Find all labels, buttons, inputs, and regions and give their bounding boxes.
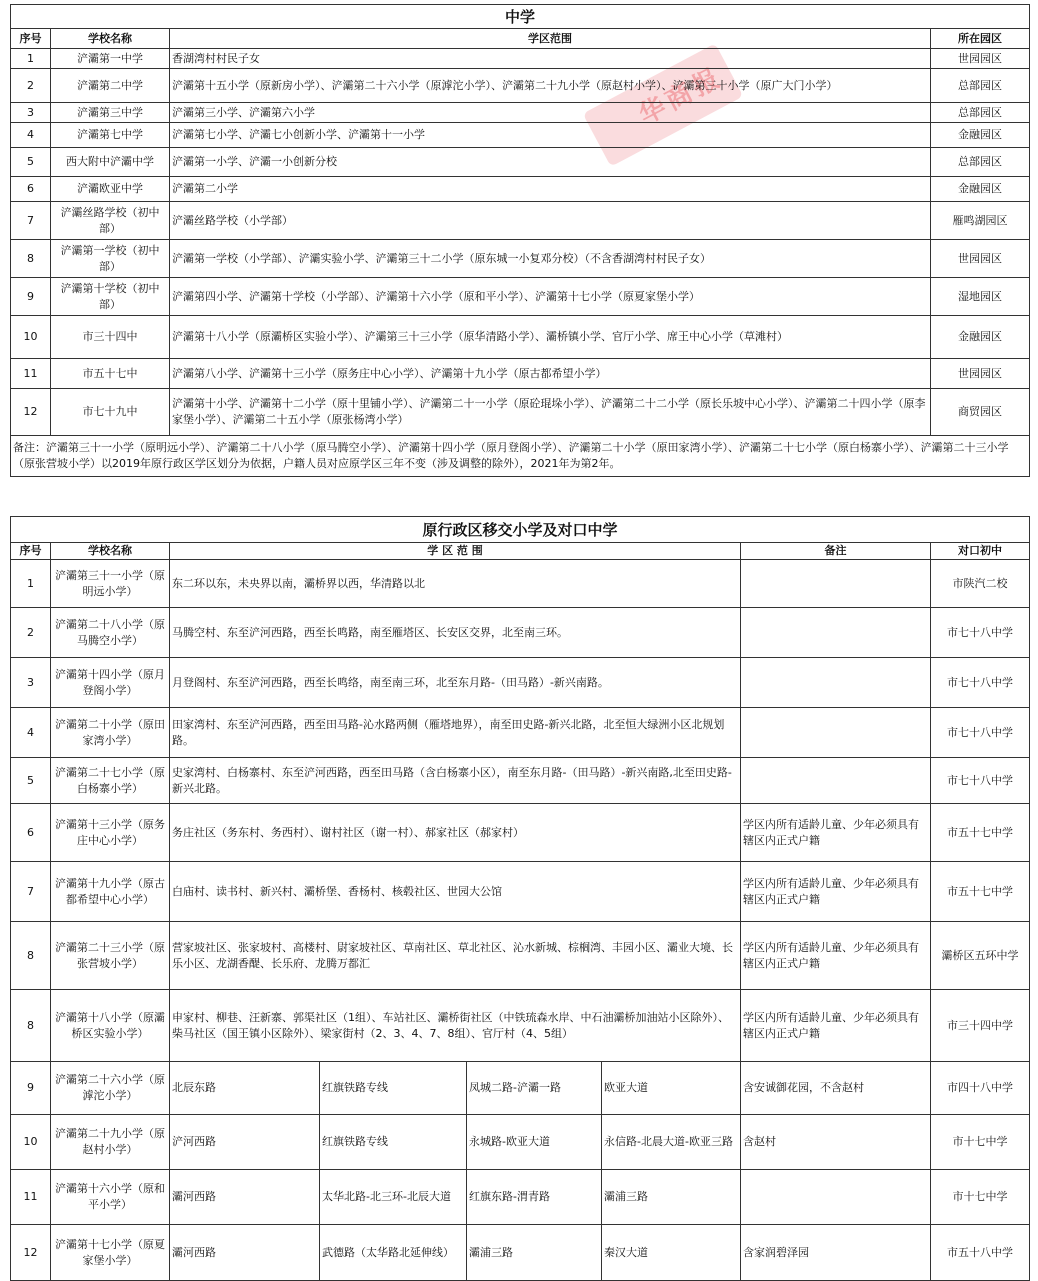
remark: 含赵村 <box>741 1115 931 1170</box>
table-row <box>11 1062 1030 1115</box>
header-school: 学校名称 <box>51 29 170 49</box>
range-boundary-1: 浐河西路 <box>170 1115 320 1170</box>
target-middle-school: 市十七中学 <box>931 1115 1030 1170</box>
header-remark: 备注 <box>741 543 931 560</box>
school-name: 浐灞第十六小学（原和平小学） <box>51 1170 170 1225</box>
row-number: 11 <box>11 1170 51 1225</box>
remark <box>741 658 931 708</box>
school-name: 浐灞第二十七小学（原白杨寨小学） <box>51 758 170 804</box>
park-name: 世园园区 <box>931 49 1030 69</box>
target-middle-school: 市七十八中学 <box>931 758 1030 804</box>
school-name: 浐灞第七中学 <box>51 123 170 148</box>
range-boundary-1: 北辰东路 <box>170 1062 320 1115</box>
park-name: 雁鸣湖园区 <box>931 202 1030 240</box>
district-range: 月登阁村、东至浐河西路，西至长鸣络，南至南三环，北至东月路-（田马路）-新兴南路。 <box>170 658 741 708</box>
school-name: 浐灞丝路学校（初中部） <box>51 202 170 240</box>
table-row <box>11 359 1030 389</box>
district-range: 浐灞第八小学、浐灞第十三小学（原务庄中心小学）、浐灞第十九小学（原古都希望小学） <box>170 359 931 389</box>
range-boundary-4: 秦汉大道 <box>602 1225 741 1281</box>
range-boundary-4: 永信路-北晨大道-欧亚三路 <box>602 1115 741 1170</box>
remark: 含安诚御花园，不含赵村 <box>741 1062 931 1115</box>
district-range: 东二环以东，未央界以南，灞桥界以西，华清路以北 <box>170 560 741 608</box>
row-number: 5 <box>11 758 51 804</box>
row-number: 2 <box>11 608 51 658</box>
table-row <box>11 49 1030 69</box>
row-number: 4 <box>11 708 51 758</box>
remark: 学区内所有适龄儿童、少年必须具有辖区内正式户籍 <box>741 922 931 990</box>
row-number: 7 <box>11 862 51 922</box>
target-middle-school: 市十七中学 <box>931 1170 1030 1225</box>
row-number: 4 <box>11 123 51 148</box>
district-range: 浐灞第一小学、浐灞一小创新分校 <box>170 148 931 177</box>
header-school: 学校名称 <box>51 543 170 560</box>
range-boundary-3: 红旗东路-渭青路 <box>467 1170 602 1225</box>
school-name: 浐灞第二十三小学（原张营坡小学） <box>51 922 170 990</box>
row-number: 7 <box>11 202 51 240</box>
target-middle-school: 市陕汽二校 <box>931 560 1030 608</box>
row-number: 9 <box>11 1062 51 1115</box>
district-range: 浐灞第二小学 <box>170 177 931 202</box>
row-number: 3 <box>11 103 51 123</box>
table-row <box>11 148 1030 177</box>
district-range: 务庄社区（务东村、务西村）、谢村社区（谢一村）、郝家社区（郝家村） <box>170 804 741 862</box>
header-range: 学区范围 <box>170 29 931 49</box>
table-row <box>11 316 1030 359</box>
table-row <box>11 69 1030 103</box>
range-boundary-2: 武德路（太华路北延伸线） <box>320 1225 467 1281</box>
table-row <box>11 278 1030 316</box>
school-name: 浐灞第一中学 <box>51 49 170 69</box>
target-middle-school: 市七十八中学 <box>931 708 1030 758</box>
table-row <box>11 990 1030 1062</box>
row-number: 8 <box>11 990 51 1062</box>
range-boundary-2: 红旗铁路专线 <box>320 1115 467 1170</box>
table-row <box>11 123 1030 148</box>
row-number: 10 <box>11 1115 51 1170</box>
target-middle-school: 市五十八中学 <box>931 1225 1030 1281</box>
school-name: 浐灞欧亚中学 <box>51 177 170 202</box>
table-row <box>11 804 1030 862</box>
row-number: 2 <box>11 69 51 103</box>
park-name: 金融园区 <box>931 123 1030 148</box>
school-name: 浐灞第三中学 <box>51 103 170 123</box>
school-name: 西大附中浐灞中学 <box>51 148 170 177</box>
row-number: 6 <box>11 177 51 202</box>
district-range: 马腾空村、东至浐河西路，西至长鸣路，南至雁塔区、长安区交界，北至南三环。 <box>170 608 741 658</box>
row-number: 9 <box>11 278 51 316</box>
school-name: 浐灞第二中学 <box>51 69 170 103</box>
district-range: 浐灞第一学校（小学部）、浐灞实验小学、浐灞第三十二小学（原东城一小复邓分校）（不含香湖湾村村民子女） <box>170 240 931 278</box>
table-row <box>11 177 1030 202</box>
range-boundary-4: 欧亚大道 <box>602 1062 741 1115</box>
district-range: 田家湾村、东至浐河西路，西至田马路-沁水路两侧（雁塔地界），南至田史路-新兴北路，北至恒大绿洲小区北规划路。 <box>170 708 741 758</box>
park-name: 湿地园区 <box>931 278 1030 316</box>
range-boundary-3: 灞浦三路 <box>467 1225 602 1281</box>
remark: 学区内所有适龄儿童、少年必须具有辖区内正式户籍 <box>741 804 931 862</box>
transfer-school-table <box>10 516 1030 1281</box>
school-name: 市三十四中 <box>51 316 170 359</box>
remark <box>741 708 931 758</box>
park-name: 商贸园区 <box>931 389 1030 436</box>
district-range: 浐灞第十小学、浐灞第十二小学（原十里铺小学）、浐灞第二十一小学（原砼琨垛小学）、浐灞第二十二小学（原长乐坡中心小学）、浐灞第二十四小学（原李家堡小学）、浐灞第二十五小学（原张杨湾小学） <box>170 389 931 436</box>
table-row <box>11 560 1030 608</box>
range-boundary-4: 灞浦三路 <box>602 1170 741 1225</box>
table1-note: 备注：浐灞第三十一小学（原明远小学）、浐灞第二十八小学（原马腾空小学）、浐灞第十四小学（原月登阁小学）、浐灞第二十小学（原田家湾小学）、浐灞第二十七小学（原白杨寨小学）、浐灞第二十三小学（原张营坡小学）以2019年原行政区学区划分为依据，户籍人员对应原学区三年不变（涉及调整的除外），2021年为第2年。 <box>11 436 1030 477</box>
district-range: 申家村、柳巷、汪新寨、郭渠社区（1组）、车站社区、灞桥街社区（中铁琉森水岸、中石油灞桥加油站小区除外）、柴马社区（国王镇小区除外）、梁家街村（2、3、4、7、8组）、官厅村（4、5组） <box>170 990 741 1062</box>
table-row <box>11 608 1030 658</box>
school-name: 市七十九中 <box>51 389 170 436</box>
row-number: 8 <box>11 922 51 990</box>
range-boundary-1: 灞河西路 <box>170 1170 320 1225</box>
table-row <box>11 202 1030 240</box>
table-row <box>11 922 1030 990</box>
district-range: 营家坡社区、张家坡村、高楼村、尉家坡社区、草南社区、草北社区、沁水新城、棕榈湾、丰园小区、灞业大境、长乐小区、龙湖香醍、长乐府、龙腾万都汇 <box>170 922 741 990</box>
table-row <box>11 658 1030 708</box>
remark: 学区内所有适龄儿童、少年必须具有辖区内正式户籍 <box>741 990 931 1062</box>
range-boundary-3: 凤城二路-浐灞一路 <box>467 1062 602 1115</box>
target-middle-school: 市七十八中学 <box>931 658 1030 708</box>
district-range: 浐灞第七小学、浐灞七小创新小学、浐灞第十一小学 <box>170 123 931 148</box>
park-name: 世园园区 <box>931 240 1030 278</box>
target-middle-school: 市五十七中学 <box>931 804 1030 862</box>
header-middle: 对口初中 <box>931 543 1030 560</box>
row-number: 12 <box>11 389 51 436</box>
table-row <box>11 389 1030 436</box>
header-no: 序号 <box>11 29 51 49</box>
park-name: 金融园区 <box>931 177 1030 202</box>
remark <box>741 608 931 658</box>
range-boundary-1: 灞河西路 <box>170 1225 320 1281</box>
row-number: 10 <box>11 316 51 359</box>
park-name: 总部园区 <box>931 69 1030 103</box>
header-range: 学 区 范 围 <box>170 543 741 560</box>
park-name: 总部园区 <box>931 148 1030 177</box>
district-range: 白庙村、读书村、新兴村、灞桥堡、香杨村、核毂社区、世园大公馆 <box>170 862 741 922</box>
row-number: 11 <box>11 359 51 389</box>
range-boundary-3: 永城路-欧亚大道 <box>467 1115 602 1170</box>
remark <box>741 560 931 608</box>
table-row <box>11 708 1030 758</box>
school-name: 市五十七中 <box>51 359 170 389</box>
table-row <box>11 1170 1030 1225</box>
header-park: 所在园区 <box>931 29 1030 49</box>
header-no: 序号 <box>11 543 51 560</box>
school-name: 浐灞第三十一小学（原明远小学） <box>51 560 170 608</box>
district-range: 浐灞第十八小学（原灞桥区实验小学）、浐灞第三十三小学（原华清路小学）、灞桥镇小学、官厅小学、席王中心小学（草滩村） <box>170 316 931 359</box>
school-name: 浐灞第二十八小学（原马腾空小学） <box>51 608 170 658</box>
school-name: 浐灞第十四小学（原月登阁小学） <box>51 658 170 708</box>
row-number: 8 <box>11 240 51 278</box>
table-row <box>11 240 1030 278</box>
district-range: 浐灞丝路学校（小学部） <box>170 202 931 240</box>
row-number: 1 <box>11 560 51 608</box>
target-middle-school: 市七十八中学 <box>931 608 1030 658</box>
row-number: 5 <box>11 148 51 177</box>
table-row <box>11 862 1030 922</box>
range-boundary-2: 红旗铁路专线 <box>320 1062 467 1115</box>
school-name: 浐灞第十学校（初中部） <box>51 278 170 316</box>
target-middle-school: 市四十八中学 <box>931 1062 1030 1115</box>
row-number: 6 <box>11 804 51 862</box>
target-middle-school: 市五十七中学 <box>931 862 1030 922</box>
target-middle-school: 灞桥区五环中学 <box>931 922 1030 990</box>
school-name: 浐灞第十八小学（原灞桥区实验小学） <box>51 990 170 1062</box>
school-name: 浐灞第十三小学（原务庄中心小学） <box>51 804 170 862</box>
table1-title: 中学 <box>11 5 1030 29</box>
school-name: 浐灞第十七小学（原夏家堡小学） <box>51 1225 170 1281</box>
remark: 含家润碧泽园 <box>741 1225 931 1281</box>
row-number: 1 <box>11 49 51 69</box>
district-range: 浐灞第三小学、浐灞第六小学 <box>170 103 931 123</box>
school-name: 浐灞第十九小学（原古都希望中心小学） <box>51 862 170 922</box>
target-middle-school: 市三十四中学 <box>931 990 1030 1062</box>
school-name: 浐灞第一学校（初中部） <box>51 240 170 278</box>
school-name: 浐灞第二十小学（原田家湾小学） <box>51 708 170 758</box>
district-range: 浐灞第十五小学（原新房小学）、浐灞第二十六小学（原滹沱小学）、浐灞第二十九小学（原赵村小学）、浐灞第三十小学（原广大门小学） <box>170 69 931 103</box>
school-name: 浐灞第二十六小学（原滹沱小学） <box>51 1062 170 1115</box>
table2-title: 原行政区移交小学及对口中学 <box>11 517 1030 543</box>
remark: 学区内所有适龄儿童、少年必须具有辖区内正式户籍 <box>741 862 931 922</box>
table-row <box>11 1115 1030 1170</box>
park-name: 世园园区 <box>931 359 1030 389</box>
remark <box>741 758 931 804</box>
row-number: 12 <box>11 1225 51 1281</box>
park-name: 总部园区 <box>931 103 1030 123</box>
park-name: 金融园区 <box>931 316 1030 359</box>
table-row <box>11 758 1030 804</box>
table-row <box>11 1225 1030 1281</box>
row-number: 3 <box>11 658 51 708</box>
watermark-text: 华商报 <box>634 62 728 131</box>
district-range: 史家湾村、白杨寨村、东至浐河西路，西至田马路（含白杨寨小区），南至东月路-（田马路）-新兴南路,北至田史路-新兴北路。 <box>170 758 741 804</box>
middle-school-table <box>10 4 1030 477</box>
table-row <box>11 103 1030 123</box>
remark <box>741 1170 931 1225</box>
district-range: 浐灞第四小学、浐灞第十学校（小学部）、浐灞第十六小学（原和平小学）、浐灞第十七小学（原夏家堡小学） <box>170 278 931 316</box>
range-boundary-2: 太华北路-北三环-北辰大道 <box>320 1170 467 1225</box>
district-range: 香湖湾村村民子女 <box>170 49 931 69</box>
school-name: 浐灞第二十九小学（原赵村小学） <box>51 1115 170 1170</box>
